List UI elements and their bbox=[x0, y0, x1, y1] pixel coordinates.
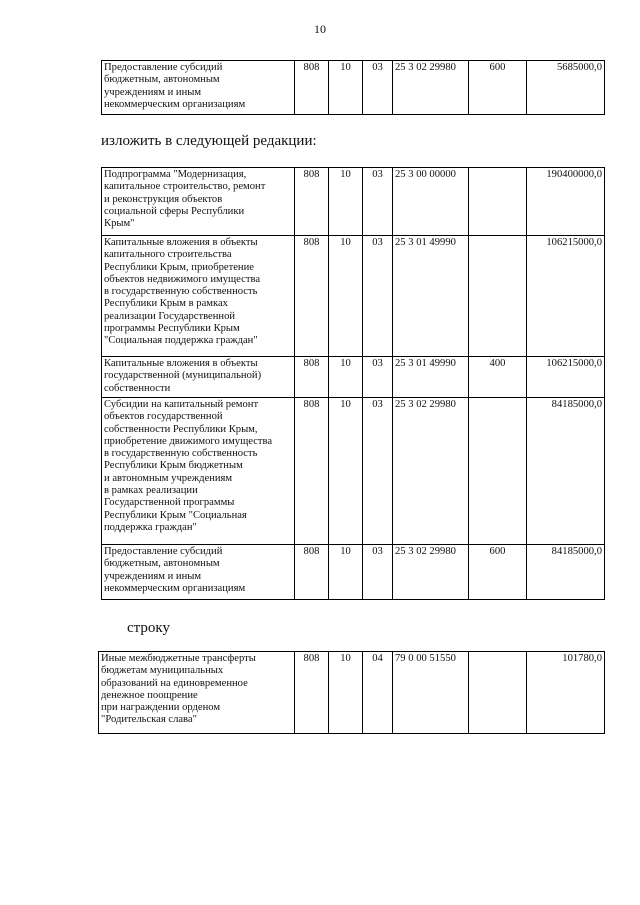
row-name: Предоставление субсидий бюджетным, автономным учреждениям и иным некоммерческим организациям bbox=[102, 545, 295, 600]
pr-cell: 03 bbox=[363, 545, 393, 600]
page-number: 10 bbox=[314, 22, 326, 36]
vr-cell bbox=[469, 398, 527, 545]
csr-cell: 25 3 02 29980 bbox=[393, 398, 469, 545]
grbs-cell: 808 bbox=[295, 357, 329, 398]
csr-cell: 25 3 01 49990 bbox=[393, 357, 469, 398]
sum-cell: 84185000,0 bbox=[527, 398, 605, 545]
redaction-phrase: изложить в следующей редакции: bbox=[101, 133, 317, 149]
rz-cell: 10 bbox=[329, 545, 363, 600]
rz-cell: 10 bbox=[329, 168, 363, 236]
row-name: Предоставление субсидий бюджетным, автономным учреждениям и иным некоммерческим организациям bbox=[102, 61, 295, 115]
rz-cell: 10 bbox=[329, 398, 363, 545]
table-row bbox=[99, 652, 605, 734]
table-row bbox=[102, 236, 605, 357]
pr-cell: 04 bbox=[363, 652, 393, 734]
pr-cell: 03 bbox=[363, 236, 393, 357]
csr-cell: 25 3 02 29980 bbox=[393, 545, 469, 600]
sum-cell: 5685000,0 bbox=[527, 61, 605, 115]
pr-cell: 03 bbox=[363, 61, 393, 115]
vr-cell bbox=[469, 236, 527, 357]
sum-cell: 101780,0 bbox=[527, 652, 605, 734]
budget-table-main bbox=[101, 167, 605, 600]
stroku-phrase: строку bbox=[127, 620, 170, 636]
grbs-cell: 808 bbox=[295, 61, 329, 115]
pr-cell: 03 bbox=[363, 357, 393, 398]
row-name: Субсидии на капитальный ремонт объектов государственной собственности Республики Крым, приобретение движимого имущества в государственную собственность Республики Крым бюджетным и автономным учреждениям в рамках реализации Государственной программы Республики Крым "Социальная поддержка граждан" bbox=[102, 398, 295, 545]
grbs-cell: 808 bbox=[295, 398, 329, 545]
budget-table-bottom bbox=[98, 651, 605, 734]
vr-cell bbox=[469, 652, 527, 734]
row-name: Подпрограмма "Модернизация, капитальное строительство, ремонт и реконструкция объектов социальной сферы Республики Крым" bbox=[102, 168, 295, 236]
rz-cell: 10 bbox=[329, 236, 363, 357]
grbs-cell: 808 bbox=[295, 168, 329, 236]
csr-cell: 25 3 00 00000 bbox=[393, 168, 469, 236]
table-row bbox=[102, 398, 605, 545]
vr-cell: 600 bbox=[469, 545, 527, 600]
sum-cell: 106215000,0 bbox=[527, 357, 605, 398]
table-row bbox=[102, 545, 605, 600]
csr-cell: 79 0 00 51550 bbox=[393, 652, 469, 734]
sum-cell: 84185000,0 bbox=[527, 545, 605, 600]
grbs-cell: 808 bbox=[295, 652, 329, 734]
vr-cell: 400 bbox=[469, 357, 527, 398]
sum-cell: 190400000,0 bbox=[527, 168, 605, 236]
table-row bbox=[102, 61, 605, 115]
row-name: Капитальные вложения в объекты капитального строительства Республики Крым, приобретение объектов недвижимого имущества в государственную собственность Республики Крым в рамках реализации Государственной программы Республики Крым "Социальная поддержка граждан" bbox=[102, 236, 295, 357]
grbs-cell: 808 bbox=[295, 545, 329, 600]
csr-cell: 25 3 01 49990 bbox=[393, 236, 469, 357]
rz-cell: 10 bbox=[329, 61, 363, 115]
pr-cell: 03 bbox=[363, 398, 393, 545]
vr-cell: 600 bbox=[469, 61, 527, 115]
table-row bbox=[102, 357, 605, 398]
row-name: Капитальные вложения в объекты государственной (муниципальной) собственности bbox=[102, 357, 295, 398]
row-name: Иные межбюджетные трансферты бюджетам муниципальных образований на единовременное денежное поощрение при награждении орденом "Родительская слава" bbox=[99, 652, 295, 734]
pr-cell: 03 bbox=[363, 168, 393, 236]
table-row bbox=[102, 168, 605, 236]
csr-cell: 25 3 02 29980 bbox=[393, 61, 469, 115]
rz-cell: 10 bbox=[329, 357, 363, 398]
vr-cell bbox=[469, 168, 527, 236]
grbs-cell: 808 bbox=[295, 236, 329, 357]
budget-table-top bbox=[101, 60, 605, 115]
sum-cell: 106215000,0 bbox=[527, 236, 605, 357]
rz-cell: 10 bbox=[329, 652, 363, 734]
